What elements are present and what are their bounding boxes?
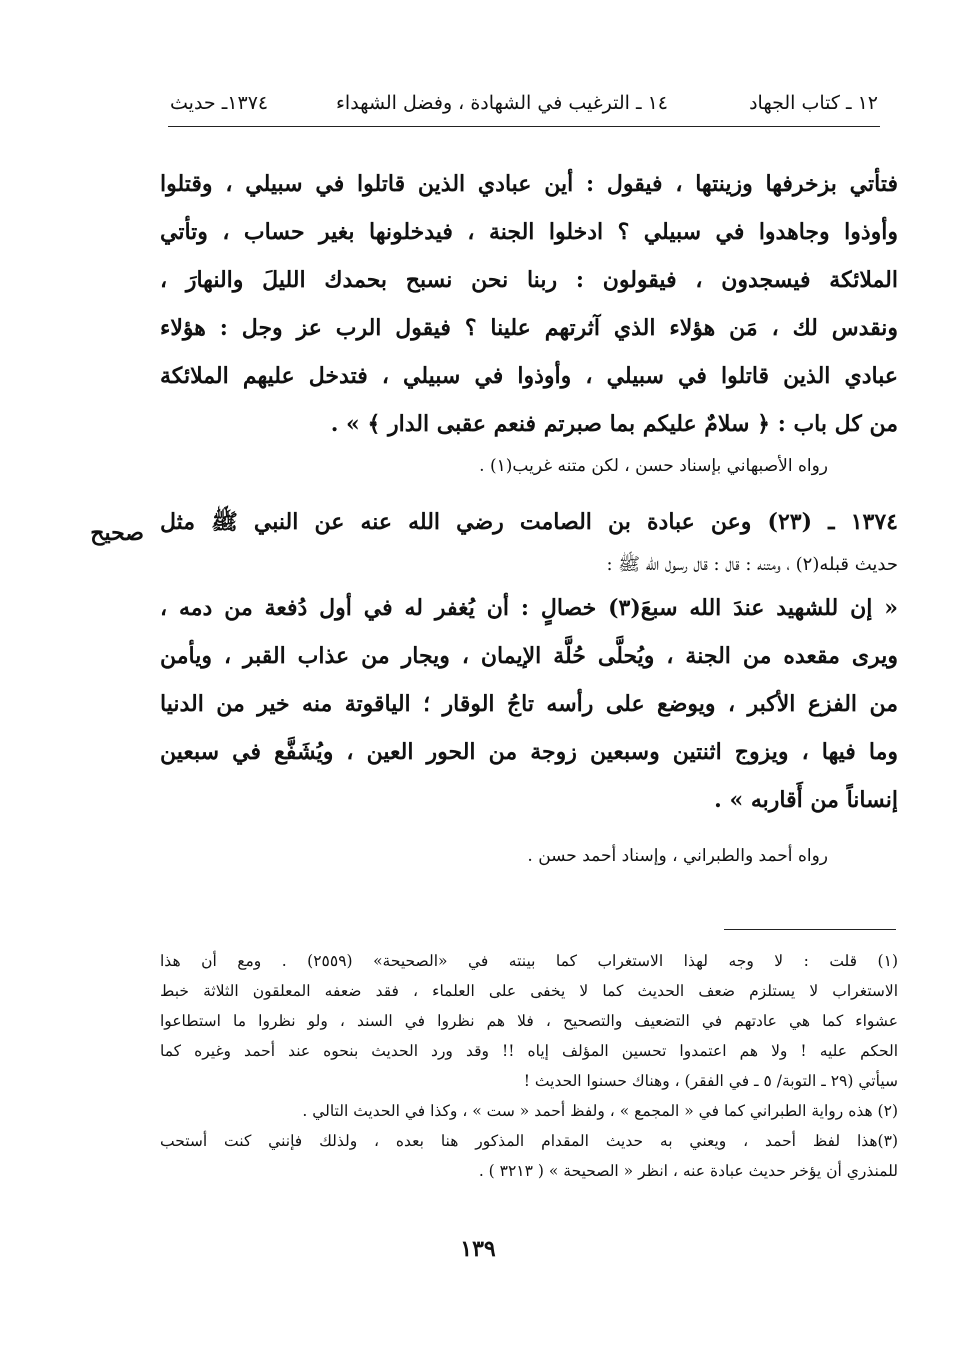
passage-line: الملائكة فيسجدون ، فيقولون : ربنا نحن نسبح بحمدك الليلَ والنهارَ ، [160,267,898,293]
passage-line: ونقدس لك ، مَن هؤلاء الذي آثرتهم علينا ؟ فيقول الرب عز وجل : هؤلاء [160,315,898,341]
footnote-line: للمنذري أن يؤخر حديث عبادة عنه ، انظر « الصحيحة » ( ٣٢١٣ ) . [478,1162,898,1180]
footnote-line: (٣)هذا لفظ أحمد ، ويعني به حديث المقدام المذكور هنا بعده ، ولذلك فإنني كنت أستحب [160,1132,898,1150]
footnote-line: الاستغراب لا يستلزم ضعف الحديث كما لا يخفى على العلماء ، فقد ضعفه المعلقون الثلاثة خبط [160,982,898,1000]
footnote-line: عشواء كما هي عادتهم في التضعيف والتصحيح ، فلا هم نظروا في السند ، ولو نظروا ما استطاعوا [160,1012,898,1030]
header-chapter-title: ١٤ ـ الترغيب في الشهادة ، وفضل الشهداء [336,92,668,114]
header-hadith-number: ١٣٧٤ـ حديث [170,92,269,114]
hadith-grade-label: صحيح [90,520,144,546]
hadith-text-line: وما فيها ، ويزوج اثنتين وسبعين زوجة من الحور العين ، ويُشَفَّع في سبعين [160,739,898,765]
spacer [160,824,898,838]
main-text [160,160,898,874]
header-book-title: ١٢ ـ كتاب الجهاد [749,92,878,114]
hadith-text-line: « إن للشهيد عندَ الله سبعَ(٣) خصالٍ : أن يُغفر له في أول دُفعة من دمه ، [160,595,898,621]
hadith-text-line: إنساناً من أَقاربه » . [714,787,898,813]
hadith-text-line: من الفزع الأكبر ، ويوضع على رأسه تاجُ الوقار ؛ الياقوتة منه خير من الدنيا [160,691,898,717]
hadith-intro-line: حديث قبله(٢) ، ومتنه : قال : قال رسول الله ﷺ : [606,554,898,575]
footnote-divider [724,929,896,930]
hadith-text-line: ويرى مقعده من الجنة ، ويُحلَّى حُلَّة الإيمان ، ويجار من عذاب القبر ، ويأمن [160,643,898,669]
header-divider [168,126,880,127]
footnote-line: الحكم عليه ! ولا هم اعتمدوا تحسين المؤلف إياه !! وقد ورد الحديث بنحوه عند أحمد وغيره كما [160,1042,898,1060]
narration-note: رواه أحمد والطبراني ، وإسناد أحمد حسن . [527,846,828,866]
footnote-line: (١) قلت : لا وجه لهذا الاستغراب كما بينته في «الصحيحة» (٢٥٥٩) . ومع أن هذا [160,952,898,970]
spacer [160,484,898,498]
hadith-intro-line: ١٣٧٤ ـ (٢٣) وعن عبادة بن الصامت رضي الله عنه عن النبي ﷺ مثل [160,509,898,535]
footnote-line: سيأتي (٢٩ ـ التوبة/ ٥ ـ في الفقر) ، وهناك حسنوا الحديث ! [523,1072,898,1090]
running-header [170,92,878,122]
footnotes [160,946,898,1186]
passage-line: من كل باب : ﴿ سلامٌ عليكم بما صبرتم فنعم عقبى الدار ﴾ » . [330,411,898,437]
footnote-line: (٢) هذه رواية الطبراني كما في « المجمع » ، ولفظ أحمد « ست » ، وكذا في الحديث التالي . [302,1102,898,1120]
page-number: ١٣٩ [460,1236,496,1262]
passage-line: عبادي الذين قاتلوا في سبيلي ، وأوذوا في سبيلي ، فتدخل عليهم الملائكة [160,363,898,389]
passage-line: وأوذوا وجاهدوا في سبيلي ؟ ادخلوا الجنة ، فيدخلونها بغير حساب ، وتأتي [160,219,898,245]
narration-note: رواه الأصبهاني بإسناد حسن ، لكن متنه غريب(١) . [479,456,828,476]
passage-line: فتأتي بزخرفها وزينتها ، فيقول : أين عبادي الذين قاتلوا في سبيلي ، وقتلوا [160,171,898,197]
